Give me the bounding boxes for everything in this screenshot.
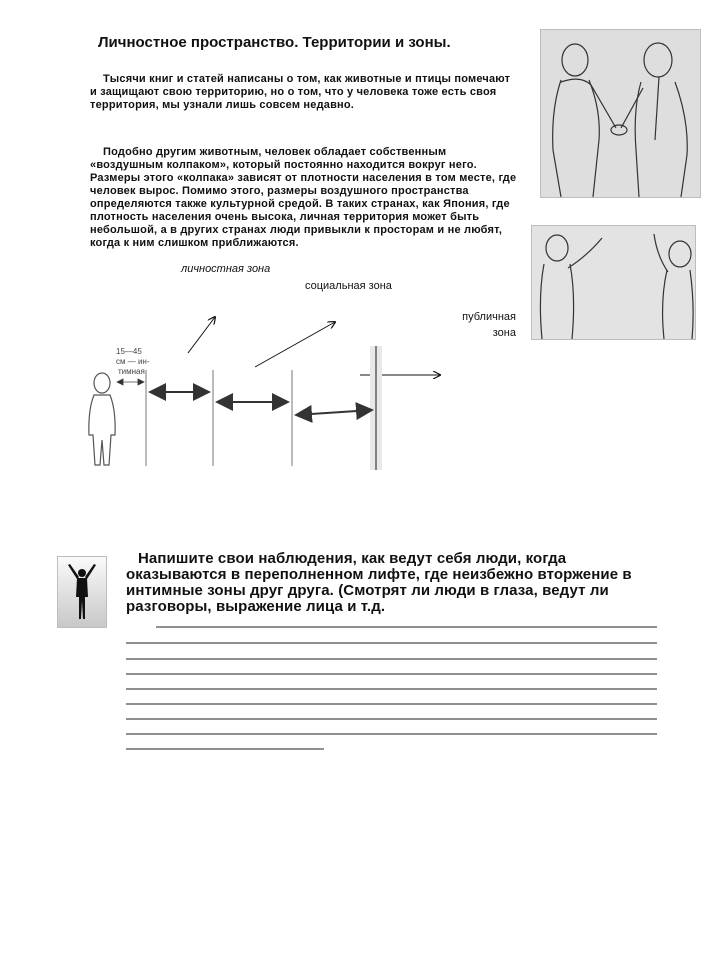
label-social-zone: социальная зона xyxy=(305,280,392,292)
handshake-photo xyxy=(540,29,701,198)
arrow-social xyxy=(255,322,335,367)
paragraph-air-bubble: Подобно другим животным, человек обладает собственным «воздушным колпаком», который постоянно находится вокруг него. Размеры этого «колпака» зависят от плотности населения в том месте, где человек вырос. Помимо этого, размеры воздушного пространства определяются также культурной средой. В таких странах, как Япония, где плотность населения очень высока, личная территория может быть небольшой, а в других странах люди привыкли к просторам и не любят, когда к ним слишком приближаются. xyxy=(90,146,520,249)
zones-diagram xyxy=(80,300,450,475)
task-prompt: Напишите свои наблюдения, как ведут себя люди, когда оказываются в переполненном лифте, где неизбежно вторжение в интимные зоны друг друга. (Смотрят ли люди в глаза, ведут ли разговоры, выражение лица и т.д. xyxy=(126,550,632,615)
handshake-illustration xyxy=(541,30,700,197)
intimate-text-1: 15—45 xyxy=(116,347,142,356)
paragraph-intro: Тысячи книг и статей написаны о том, как животные и птицы помечают и защищают свою территорию, но о том, что у человека тоже есть своя территория, мы узнали лишь совсем недавно. xyxy=(90,73,514,111)
waving-illustration xyxy=(532,226,695,339)
label-public-line2: зона xyxy=(492,327,516,339)
arrow-personal xyxy=(188,317,215,353)
label-public-line1: публичная xyxy=(462,311,516,323)
silhouette-photo xyxy=(57,556,107,628)
waving-photo xyxy=(531,225,696,340)
silhouette-figure xyxy=(58,557,106,627)
page-title: Личностное пространство. Территории и зоны. xyxy=(98,34,451,51)
intimate-text-3: тимная xyxy=(118,367,145,376)
label-public-zone xyxy=(452,309,516,341)
span-public xyxy=(296,410,372,415)
intimate-text-2: см — ин- xyxy=(116,357,150,366)
answer-area[interactable] xyxy=(126,615,658,755)
human-figure xyxy=(89,373,115,465)
label-personal-zone: личностная зона xyxy=(181,263,271,275)
